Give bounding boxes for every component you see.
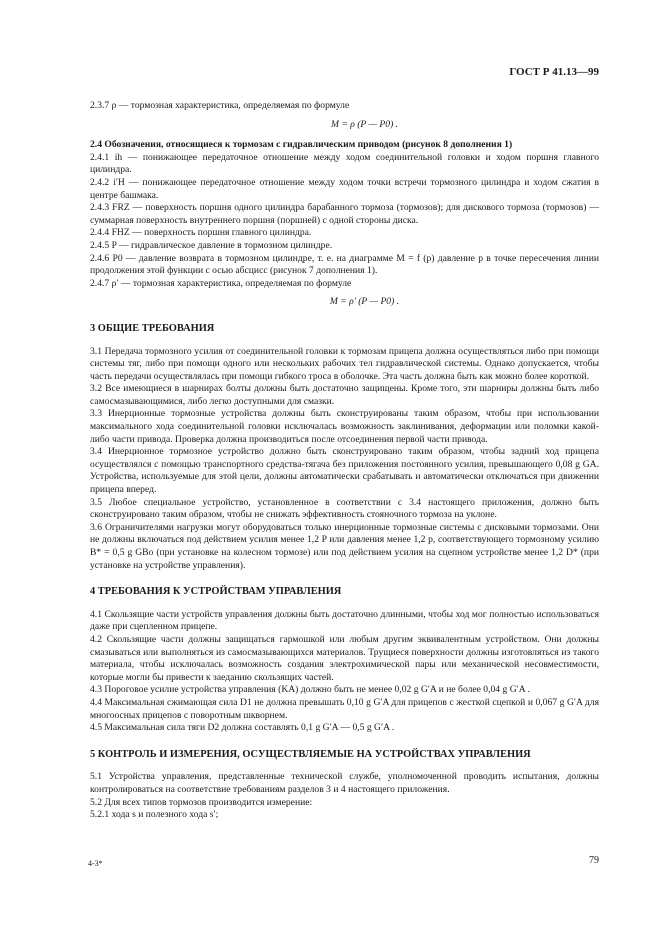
para-2-3-7: 2.3.7 ρ — тормозная характеристика, определяемая по формуле: [90, 100, 350, 111]
para-3-6: 3.6 Ограничителями нагрузки могут оборудоваться только инерционные тормозные системы с дисковыми тормозами. Они не должны включаться под действием усилия менее 1,2 P или давления менее 1,2 p, соответствующего тормозному усилию B* = 0,5 g GBo (при установке на колесном тормозе) или под действием усилия на сцепном устройстве менее 1,2 D* (при установке на устройстве управления).: [90, 521, 599, 571]
page-number: 79: [589, 855, 599, 866]
section-3-heading: 3 ОБЩИЕ ТРЕБОВАНИЯ: [90, 322, 215, 334]
section-4-heading: 4 ТРЕБОВАНИЯ К УСТРОЙСТВАМ УПРАВЛЕНИЯ: [90, 586, 342, 598]
para-2-4-2: 2.4.2 i′H — понижающее передаточное отношение между ходом точки встречи тормозного цилиндра и ходом сжатия в центре башмака.: [90, 176, 599, 201]
footer-signature: 4-3*: [88, 859, 103, 868]
section-5-heading: 5 КОНТРОЛЬ И ИЗМЕРЕНИЯ, ОСУЩЕСТВЛЯЕМЫЕ НА УСТРОЙСТВАХ УПРАВЛЕНИЯ: [90, 748, 531, 760]
para-4-1: 4.1 Скользящие части устройств управления должны быть достаточно длинными, чтобы ход мог полностью использоваться даже при сцепленном прицепе.: [90, 608, 599, 633]
para-3-5: 3.5 Любое специальное устройство, установленное в соответствии с 3.4 настоящего приложения, должно быть сконструировано таким образом, чтобы не снижать эффективность стояночного тормоза на уклоне.: [90, 496, 599, 521]
para-5-2-1: 5.2.1 хода s и полезного хода s′;: [90, 809, 219, 821]
para-3-3: 3.3 Инерционные тормозные устройства должны быть сконструированы таким образом, чтобы при использовании максимального хода соединительной головки исключалась возможность заклинивания, деформации или поломки какой-либо части привода. Проверка должна производиться после отсоединения первой части привода.: [90, 408, 599, 445]
para-5-2: 5.2 Для всех типов тормозов производится измерение:: [90, 796, 313, 808]
page-body: [90, 96, 599, 822]
para-3-1: 3.1 Передача тормозного усилия от соединительной головки к тормозам прицепа должна осуществляться либо при помощи системы тяг, либо при помощи одного или нескольких рабочих тел гидравлической системы. Однако допускается, чтобы часть передачи осуществлялась при помощи гибкого троса в оболочке. Эта часть должна быть как можно более короткой.: [90, 345, 599, 382]
para-2-4-5: 2.4.5 P — гидравлическое давление в тормозном цилиндре.: [90, 239, 333, 251]
para-3-2: 3.2 Все имеющиеся в шарнирах болты должны быть достаточно защищены. Кроме того, эти шарниры должны быть либо самосмазывающимися, либо легко доступными для смазки.: [90, 383, 599, 407]
para-2-4-7: 2.4.7 ρ′ — тормозная характеристика, определяемая по формуле: [90, 277, 352, 289]
para-4-2: 4.2 Скользящие части должны защищаться гармошкой или любым другим эквивалентным устройством. Они должны смазываться или выполняться из самосмазывающихся материалов. Трущиеся поверхности должны изготовляться из такого материала, чтобы исключалась возможность создания электрохимической пары или механической несовместимости, которые могли бы привести к заеданию скользящих частей.: [90, 633, 599, 683]
document-header: ГОСТ Р 41.13—99: [509, 66, 599, 78]
para-4-4: 4.4 Максимальная сжимающая сила D1 не должна превышать 0,10 g G′A для прицепов с жесткой сцепкой и 0,067 g G′A для многоосных прицепов с поворотным шкворнем.: [90, 696, 599, 721]
para-5-1: 5.1 Устройства управления, представленные технической службе, уполномоченной проводить испытания, должны контролироваться на соответствие требованиям разделов 3 и 4 настоящего приложения.: [90, 771, 599, 795]
para-3-4: 3.4 Инерционное тормозное устройство должно быть сконструировано таким образом, чтобы задний ход прицепа осуществлялся с помощью транспортного средства-тягача без приложения постоянного усилия, превышающего 0,08 g GA. Устройства, используемые для этой цели, должны автоматически срабатывать и автоматически отключаться при движении прицепа вперед.: [90, 446, 599, 496]
para-2-4-3: 2.4.3 FRZ — поверхность поршня одного цилиндра барабанного тормоза (тормозов); для дискового тормоза (тормозов) — суммарная поверхность внутреннего поршня (поршней) с одной стороны диска.: [90, 202, 599, 226]
para-2-4-4: 2.4.4 FHZ — поверхность поршня главного цилиндра.: [90, 227, 312, 239]
formula-m-rho: M = ρ (P — P0) .: [330, 118, 399, 130]
para-4-5: 4.5 Максимальная сила тяги D2 должна составлять 0,1 g G′A — 0,5 g G′A .: [90, 722, 395, 734]
para-2-4-6: 2.4.6 P0 — давление возврата в тормозном цилиндре, т. е. на диаграмме M = f (p) давление p в точке пересечения линии продолжения этой функции с осью абсцисс (рисунок 7 дополнения 1).: [90, 252, 599, 277]
para-2-4-1: 2.4.1 ih — понижающее передаточное отношение между ходом соединительной головки и ходом поршня главного цилиндра.: [90, 151, 599, 176]
subsection-2-4-heading: 2.4 Обозначения, относящиеся к тормозам с гидравлическим приводом (рисунок 8 дополнения 1): [90, 139, 513, 151]
formula-m-rho-prime: M = ρ′ (P — P0) .: [329, 296, 400, 308]
para-4-3: 4.3 Пороговое усилие устройства управления (KA) должно быть не менее 0,02 g G′A и не более 0,04 g G′A .: [90, 684, 530, 696]
